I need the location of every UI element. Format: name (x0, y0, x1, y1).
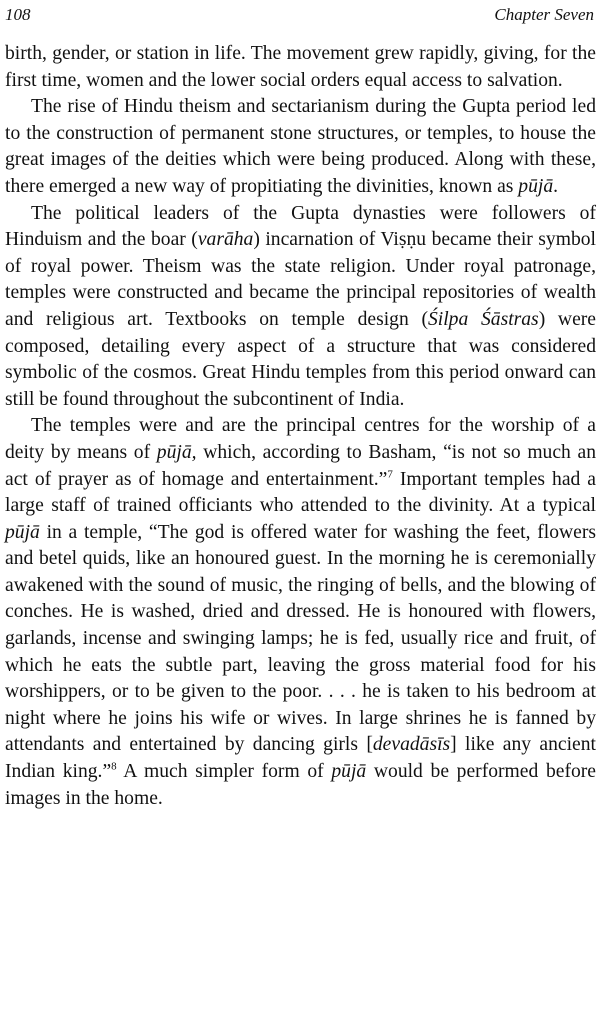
text-run: The rise of Hindu theism and sectarianism during the Gupta period led to the construction of permanent stone structures, or temples, to house the great images of the deities which were being produced. Along with these, there emerged a new way of propitiating the divinities, known as (5, 96, 596, 197)
paragraph-3 (5, 201, 596, 414)
paragraph-2 (5, 94, 596, 200)
italic-term: devadāsīs (372, 734, 451, 756)
text-run: birth, gender, or station in life. The movement grew rapidly, giving, for the first time, women and the lower social orders equal access to salvation. (5, 43, 596, 91)
page-number: 108 (5, 5, 31, 24)
italic-term: varāha (197, 229, 254, 251)
text-run: which, according to Basham, “is not so much an act of prayer as of homage and entertainment.” (5, 441, 596, 490)
footnote-marker: 8 (111, 760, 117, 773)
text-run: ) incarnation of Viṣṇu became their symbol of royal power. Theism was the state religion. Under royal patronage, temples were constructed and became the principal repositories of wealth and religious art. Textbooks on temple design ( (5, 229, 596, 330)
italic-term: pūjā (331, 761, 367, 783)
text-run: in a temple, “The god is offered water for washing the feet, flowers and betel quids, like an honoured guest. In the morning he is ceremonially awakened with the sound of music, the ringing of bells, and the blowing of conches. He is washed, dried and dressed. He is honoured with flowers, garlands, incense and swinging lamps; he is fed, usually rice and fruit, of which he eats the subtle part, leaving the gross material food for his worshippers, or to be given to the poor. . . . he is taken to his bedroom at night where he joins his wife or wives. In large shrines he is fanned by attendants and entertained by dancing girls [ (5, 521, 596, 756)
running-head (5, 3, 594, 27)
italic-term: pūjā (518, 175, 554, 197)
paragraph-4 (5, 413, 596, 812)
text-run: The political leaders of the Gupta dynasties were followers of Hinduism and the boar ( (5, 202, 596, 251)
body-text (5, 41, 596, 812)
footnote-marker: 7 (387, 467, 393, 480)
paragraph-1 (5, 41, 596, 94)
text-run: A much simpler form of (116, 761, 332, 783)
text-run: . (553, 175, 559, 197)
text-run: The temples were and are the principal centres for the worship of a deity by means of (5, 415, 596, 463)
text-run: would be performed before images in the home. (5, 761, 596, 809)
italic-term: pūjā (5, 521, 40, 543)
italic-term: Śilpa Śāstras (427, 308, 539, 330)
italic-term: pūjā, (156, 441, 197, 463)
text-run: Important temples had a large staff of trained officiants who attended to the divinity. At a typical (5, 468, 596, 517)
text-run: ) were composed, detailing every aspect of a structure that was considered symbolic of the cosmos. Great Hindu temples from this period onward can still be found throughout the subcontinent of India. (5, 308, 596, 410)
text-run: ] like any ancient Indian king.” (5, 734, 596, 783)
chapter-title: Chapter Seven (494, 5, 594, 24)
